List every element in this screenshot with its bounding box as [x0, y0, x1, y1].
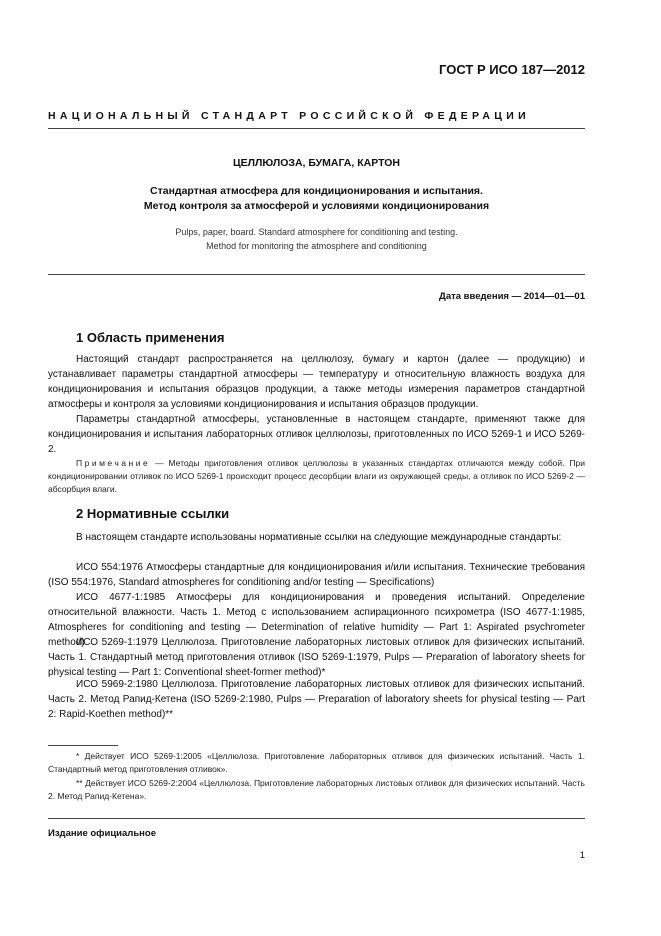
- official-edition-label: Издание официальное: [48, 828, 156, 839]
- footnote-2: ** Действует ИСО 5269-2:2004 «Целлюлоза. Приготовление лабораторных листовых отливок для физических испытаний. Часть 2. Метод Рапид-Кетена».: [48, 778, 585, 801]
- footnote-divider: [48, 745, 118, 746]
- footnote-1: * Действует ИСО 5269-1:2005 «Целлюлоза. Приготовление лабораторных отливок для физических испытаний. Часть 1. Стандартный метод приготовления отливок».: [48, 751, 585, 774]
- introduction-date: Дата введения — 2014—01—01: [439, 291, 585, 302]
- note-label: Примечание: [76, 458, 151, 468]
- section-1-note: Примечание — Методы приготовления отливок целлюлозы в указанных стандартах отличаются между собой. При кондиционировании отливок по ИСО 5269-1 происходит процесс десорбции влаги из окружающей среды, а отливок по ИСО 5269-2 — абсорбция влаги.: [48, 458, 585, 494]
- section-2-intro: В настоящем стандарте использованы нормативные ссылки на следующие международные стандарты:: [76, 532, 562, 543]
- top-divider: [48, 128, 585, 129]
- section-1-paragraph-1: Настоящий стандарт распространяется на целлюлозу, бумагу и картон (далее — продукцию) и устанавливает параметры стандартной атмосферы — температуру и относительную влажность воздуха для кондиционирования и испытания образцов продукции, а также методы измерения параметров стандартной атмосферы и контроля за условиями кондиционирования и испытания образцов продукции.: [48, 354, 585, 410]
- footer-divider: [48, 818, 585, 819]
- reference-item: ИСО 5969-2:1980 Целлюлоза. Приготовление лабораторных листовых отливок для физических испытаний. Часть 2. Метод Рапид-Кетена (ISO 5269-2:1980, Pulps — Preparation of laboratory sheets for physical testing — Part 2: Rapid-Koethen method)**: [48, 679, 585, 720]
- page-number: 1: [579, 850, 585, 861]
- title-divider: [48, 274, 585, 275]
- reference-item: ИСО 4677-1:1985 Атмосферы для кондиционирования и проведения испытаний. Определение относительной влажности. Часть 1. Метод с использованием аспирационного психрометра (ISO 4677-1:1985, Atmospheres for conditioning and testing — Determination of relative humidity — Part 1: Aspirated psychrometer method): [48, 592, 585, 648]
- russian-subtitle: [48, 184, 585, 214]
- section-2-heading: 2 Нормативные ссылки: [76, 506, 230, 521]
- russian-subtitle-line-2: Метод контроля за атмосферой и условиями кондиционирования: [143, 200, 490, 212]
- english-subtitle-line-2: Method for monitoring the atmosphere and conditioning: [206, 241, 427, 251]
- russian-subtitle-line-1: Стандартная атмосфера для кондиционирования и испытания.: [150, 185, 483, 197]
- reference-item: ИСО 554:1976 Атмосферы стандартные для кондиционирования и/или испытания. Технические требования (ISO 554:1976, Standard atmospheres for conditioning and/or testing — Specifications): [48, 562, 585, 588]
- section-1-paragraph-2: Параметры стандартной атмосферы, установленные в настоящем стандарте, применяют также для кондиционирования и испытания лабораторных отливок целлюлозы, приготовленных по ИСО 5269-1 и ИСО 5269-2.: [48, 414, 585, 455]
- section-1-heading: 1 Область применения: [76, 330, 225, 345]
- main-title: ЦЕЛЛЮЛОЗА, БУМАГА, КАРТОН: [233, 157, 400, 169]
- english-subtitle-line-1: Pulps, paper, board. Standard atmosphere for conditioning and testing.: [175, 227, 458, 237]
- english-subtitle: [48, 225, 585, 253]
- document-id: ГОСТ Р ИСО 187—2012: [439, 62, 585, 77]
- reference-item: ИСО 5269-1:1979 Целлюлоза. Приготовление лабораторных листовых отливок для физических испытаний. Часть 1. Стандартный метод приготовления отливок (ISO 5269-1:1979, Pulps — Preparation of laboratory sheets for physical testing — Part 1: Conventional sheet-former method)*: [48, 637, 585, 678]
- national-standard-banner: НАЦИОНАЛЬНЫЙ СТАНДАРТ РОССИЙСКОЙ ФЕДЕРАЦИИ: [48, 110, 530, 122]
